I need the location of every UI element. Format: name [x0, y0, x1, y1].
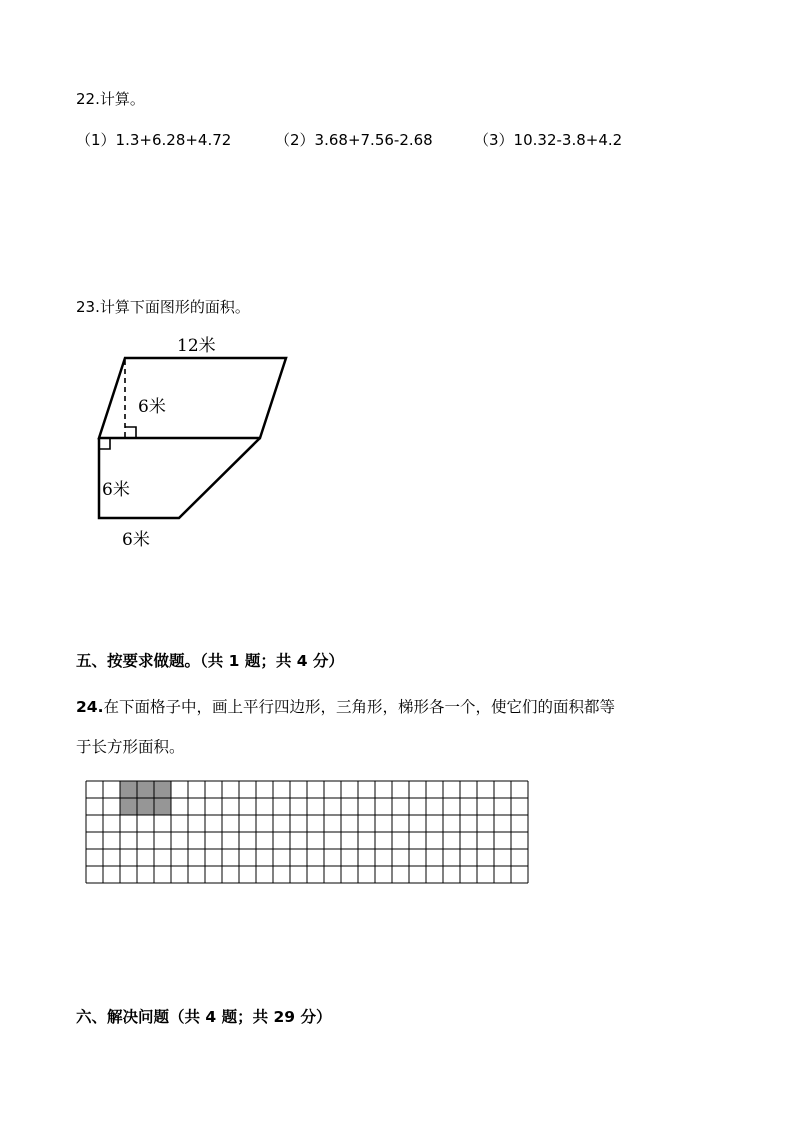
parallelogram-shape — [99, 358, 286, 438]
shaded-rectangle-cell — [137, 798, 154, 815]
q24-number: 24. — [76, 698, 104, 716]
q22-item-1: （1）1.3+6.28+4.72 — [76, 131, 232, 149]
q23-title: 23.计算下面图形的面积。 — [76, 298, 250, 316]
shaded-rectangle-cell — [154, 798, 171, 815]
section5-heading: 五、按要求做题。（共 1 题；共 4 分） — [76, 652, 344, 670]
q22-item-3: （3）10.32-3.8+4.2 — [474, 131, 623, 149]
drawing-grid[interactable] — [85, 780, 541, 884]
q24-line1: 在下面格子中，画上平行四边形，三角形，梯形各一个，使它们的面积都等 — [103, 698, 615, 716]
right-angle-mark-top — [125, 427, 136, 438]
trapezoid-shape — [99, 438, 260, 518]
label-height: 6米 — [138, 397, 166, 417]
right-angle-mark-left — [99, 438, 110, 449]
shaded-rectangle-cell — [120, 798, 137, 815]
q24-line2: 于长方形面积。 — [76, 738, 185, 756]
q22-item-2: （2）3.68+7.56-2.68 — [275, 131, 433, 149]
label-side: 6米 — [102, 480, 130, 500]
q22-title: 22.计算。 — [76, 90, 145, 108]
section6-heading: 六、解决问题（共 4 题；共 29 分） — [76, 1008, 332, 1026]
q24-text — [76, 687, 615, 767]
label-top: 12米 — [177, 336, 216, 356]
shaded-rectangle-cell — [137, 781, 154, 798]
shaded-rectangle-cell — [120, 781, 137, 798]
label-bottom: 6米 — [122, 530, 150, 550]
shaded-rectangle-cell — [154, 781, 171, 798]
